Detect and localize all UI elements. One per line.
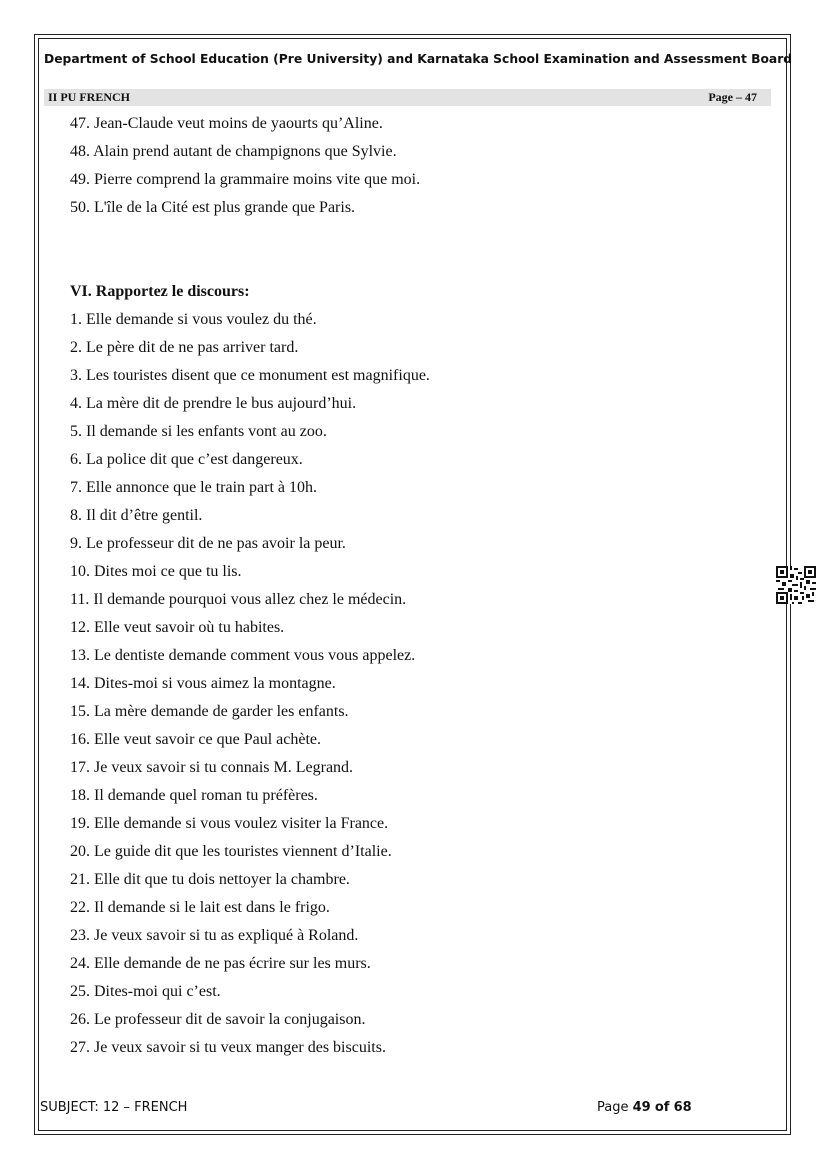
- list-item: 26. Le professeur dit de savoir la conjugaison.: [70, 1011, 366, 1028]
- list-item: 49. Pierre comprend la grammaire moins vite que moi.: [70, 171, 421, 188]
- list-item: 25. Dites-moi qui c’est.: [70, 983, 221, 1000]
- list-item: 4. La mère dit de prendre le bus aujourd’hui.: [70, 395, 357, 412]
- list-item: 23. Je veux savoir si tu as expliqué à Roland.: [70, 927, 359, 944]
- list-item: 24. Elle demande de ne pas écrire sur les murs.: [70, 955, 371, 972]
- list-item: 18. Il demande quel roman tu préfères.: [70, 787, 318, 804]
- list-item: 12. Elle veut savoir où tu habites.: [70, 619, 285, 636]
- list-item: 11. Il demande pourquoi vous allez chez le médecin.: [70, 591, 407, 608]
- footer-page-number: Page 49 of 68: [597, 1100, 692, 1115]
- list-item: 47. Jean-Claude veut moins de yaourts qu’Aline.: [70, 115, 383, 132]
- list-item: 15. La mère demande de garder les enfants.: [70, 703, 349, 720]
- list-item: 19. Elle demande si vous voulez visiter la France.: [70, 815, 389, 832]
- list-item: 5. Il demande si les enfants vont au zoo.: [70, 423, 327, 440]
- footer-subject: SUBJECT: 12 – FRENCH: [40, 1100, 188, 1115]
- header-page-label: Page – 47: [708, 90, 757, 104]
- list-item: 2. Le père dit de ne pas arriver tard.: [70, 339, 299, 356]
- department-header: Department of School Education (Pre University) and Karnataka School Examination and Assessment Board: [44, 52, 793, 66]
- list-item: 21. Elle dit que tu dois nettoyer la chambre.: [70, 871, 350, 888]
- list-item: 6. La police dit que c’est dangereux.: [70, 451, 303, 468]
- list-item: 14. Dites-moi si vous aimez la montagne.: [70, 675, 336, 692]
- list-item: 8. Il dit d’être gentil.: [70, 507, 203, 524]
- list-item: 27. Je veux savoir si tu veux manger des biscuits.: [70, 1039, 386, 1056]
- section-title: VI. Rapportez le discours:: [70, 283, 250, 300]
- list-item: 17. Je veux savoir si tu connais M. Legrand.: [70, 759, 354, 776]
- list-item: 1. Elle demande si vous voulez du thé.: [70, 311, 317, 328]
- list-item: 20. Le guide dit que les touristes viennent d’Italie.: [70, 843, 392, 860]
- list-item: 16. Elle veut savoir ce que Paul achète.: [70, 731, 322, 748]
- list-item: 9. Le professeur dit de ne pas avoir la peur.: [70, 535, 346, 552]
- list-item: 22. Il demande si le lait est dans le frigo.: [70, 899, 330, 916]
- list-item: 50. L'île de la Cité est plus grande que Paris.: [70, 199, 356, 216]
- subject-bar: [44, 89, 771, 106]
- list-item: 10. Dites moi ce que tu lis.: [70, 563, 242, 580]
- list-item: 7. Elle annonce que le train part à 10h.: [70, 479, 318, 496]
- qr-code-icon: [776, 566, 816, 604]
- list-item: 3. Les touristes disent que ce monument est magnifique.: [70, 367, 430, 384]
- list-item: 48. Alain prend autant de champignons que Sylvie.: [70, 143, 397, 160]
- subject-title: II PU FRENCH: [48, 90, 131, 104]
- list-item: 13. Le dentiste demande comment vous vous appelez.: [70, 647, 416, 664]
